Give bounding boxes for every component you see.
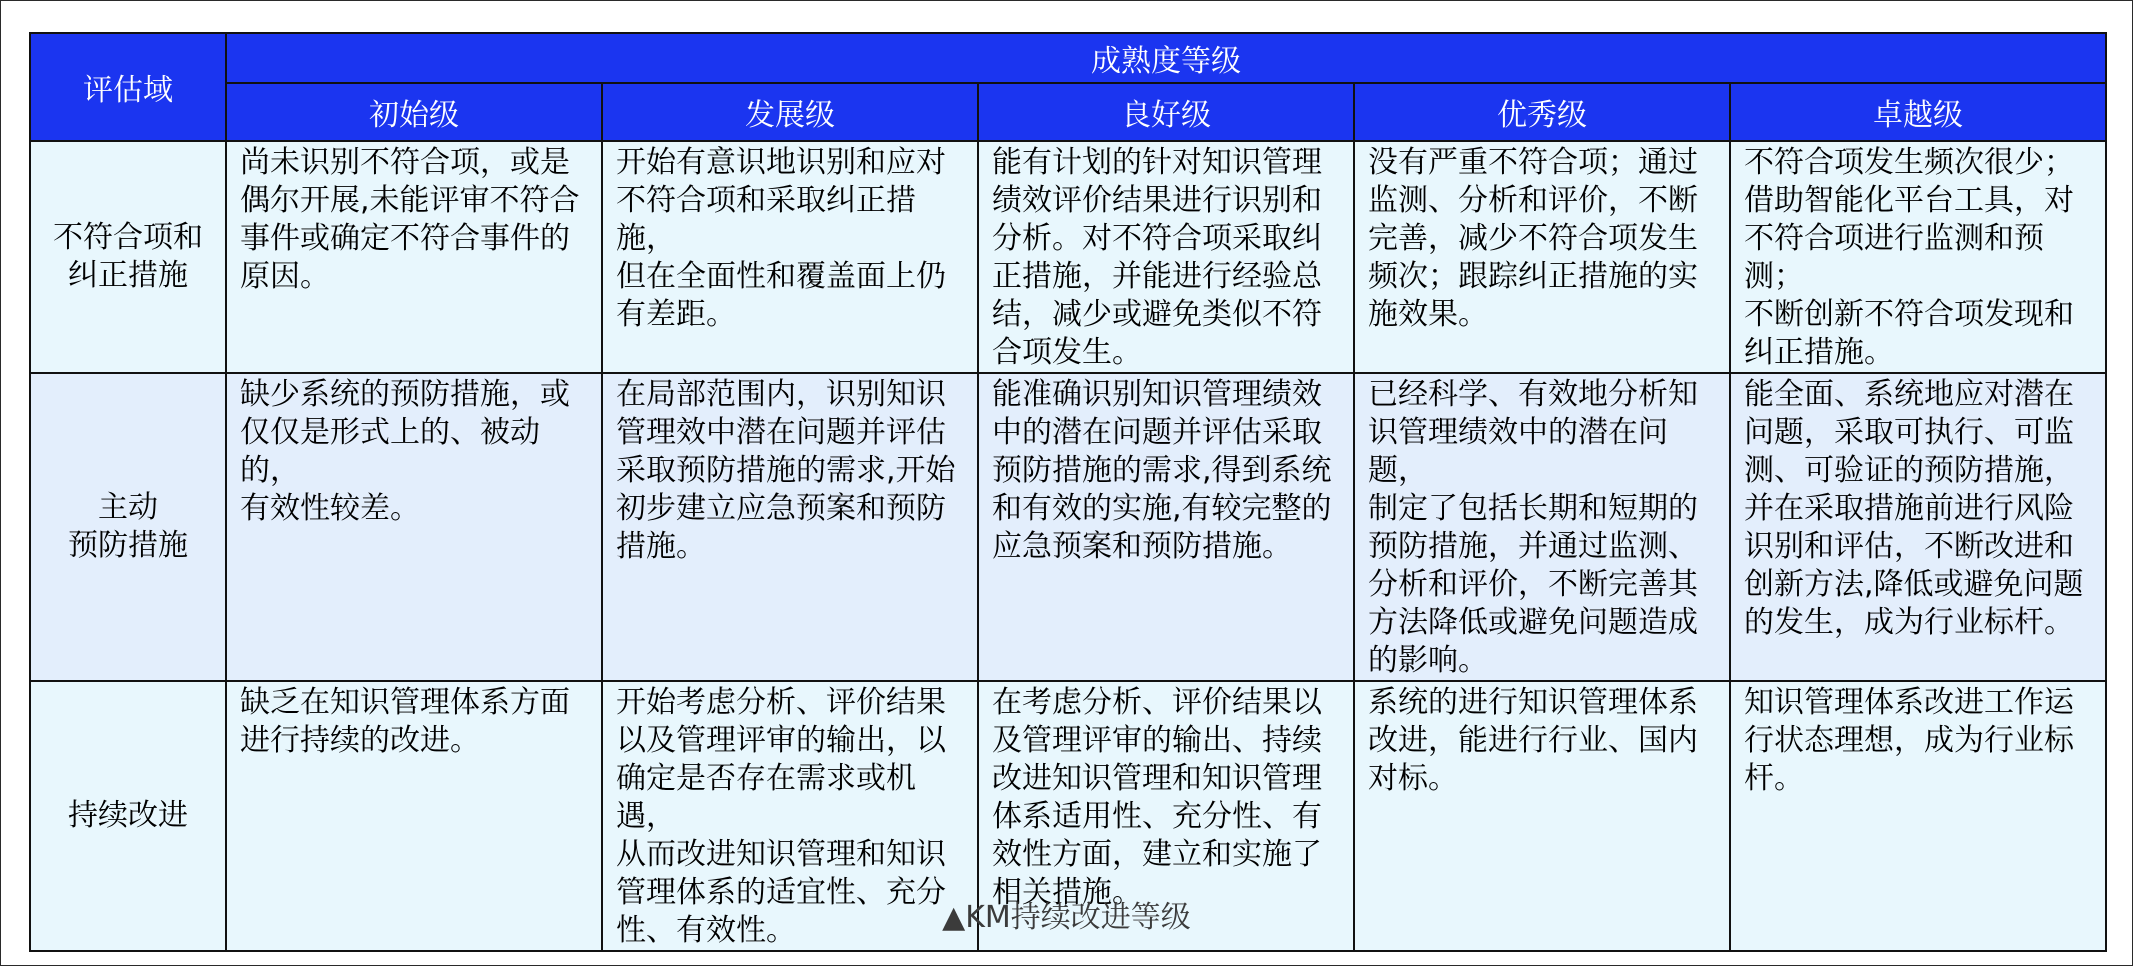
level-header-excellent: 优秀级 (1354, 83, 1730, 141)
domain-label: 不符合项和 纠正措施 (30, 141, 226, 373)
domain-label: 持续改进 (30, 681, 226, 951)
table-cell: 能准确识别知识管理绩效 中的潜在问题并评估采取 预防措施的需求,得到系统 和有效的实施,有较完整的 应急预案和预防措施。 (978, 373, 1354, 681)
maturity-group-header: 成熟度等级 (226, 33, 2106, 83)
table-cell: 开始考虑分析、评价结果 以及管理评审的输出，以 确定是否存在需求或机遇， 从而改进知识管理和知识 管理体系的适宜性、充分 性、有效性。 (602, 681, 978, 951)
level-header-good: 良好级 (978, 83, 1354, 141)
table-cell: 不符合项发生频次很少； 借助智能化平台工具，对 不符合项进行监测和预测； 不断创新不符合项发现和 纠正措施。 (1730, 141, 2106, 373)
figure-caption: ▲KM持续改进等级 (942, 900, 1191, 935)
table-cell: 知识管理体系改进工作运 行状态理想，成为行业标 杆。 (1730, 681, 2106, 951)
table-cell: 已经科学、有效地分析知 识管理绩效中的潜在问题， 制定了包括长期和短期的 预防措施，并通过监测、 分析和评价，不断完善其 方法降低或避免问题造成 的影响。 (1354, 373, 1730, 681)
maturity-table (29, 32, 2107, 952)
level-header-initial: 初始级 (226, 83, 602, 141)
table-row (30, 141, 2106, 373)
table-cell: 缺少系统的预防措施，或 仅仅是形式上的、被动的， 有效性较差。 (226, 373, 602, 681)
table-cell: 在考虑分析、评价结果以 及管理评审的输出、持续 改进知识管理和知识管理 体系适用性、充分性、有 效性方面，建立和实施了 相关措施。 (978, 681, 1354, 951)
table-cell: 没有严重不符合项；通过 监测、分析和评价，不断 完善，减少不符合项发生 频次；跟踪纠正措施的实 施效果。 (1354, 141, 1730, 373)
table-cell: 能有计划的针对知识管理 绩效评价结果进行识别和 分析。对不符合项采取纠 正措施，并能进行经验总 结，减少或避免类似不符 合项发生。 (978, 141, 1354, 373)
domain-label: 主动 预防措施 (30, 373, 226, 681)
table-cell: 系统的进行知识管理体系 改进，能进行行业、国内 对标。 (1354, 681, 1730, 951)
table-cell: 开始有意识地识别和应对 不符合项和采取纠正措施， 但在全面性和覆盖面上仍 有差距。 (602, 141, 978, 373)
table-row (30, 373, 2106, 681)
domain-column-header: 评估域 (30, 33, 226, 141)
table-cell: 尚未识别不符合项，或是 偶尔开展,未能评审不符合 事件或确定不符合事件的 原因。 (226, 141, 602, 373)
level-header-outstanding: 卓越级 (1730, 83, 2106, 141)
table-cell: 在局部范围内，识别知识 管理效中潜在问题并评估 采取预防措施的需求,开始 初步建立应急预案和预防 措施。 (602, 373, 978, 681)
table-cell: 缺乏在知识管理体系方面 进行持续的改进。 (226, 681, 602, 951)
level-header-developing: 发展级 (602, 83, 978, 141)
table-cell: 能全面、系统地应对潜在 问题，采取可执行、可监 测、可验证的预防措施， 并在采取措施前进行风险 识别和评估，不断改进和 创新方法,降低或避免问题 的发生，成为行业标杆。 (1730, 373, 2106, 681)
